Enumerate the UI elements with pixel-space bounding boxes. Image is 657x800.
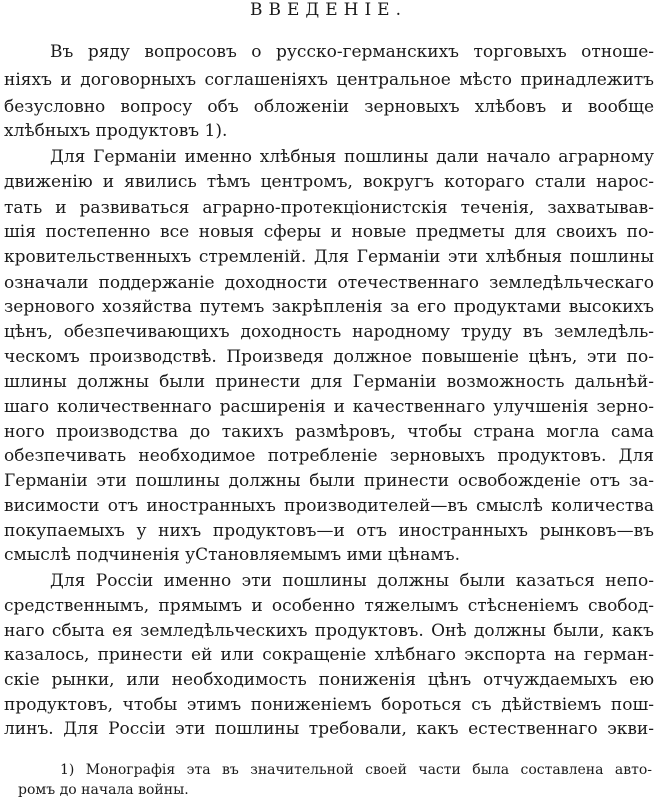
text-line: обезпечивать необходимое потребленіе зерновыхъ продуктовъ. Для [4,446,654,466]
text-line: ного производства до такихъ размѣровъ, чтобы страна могла сама [4,422,654,442]
text-line: ніяхъ и договорныхъ соглашеніяхъ центральное мѣсто принадлежитъ [4,70,654,90]
text-line: смыслѣ подчиненія уСтановляемымъ ими цѣнамъ. [4,545,460,565]
text-line: шлины должны были принести для Германіи возможность дальнѣй- [4,372,654,392]
text-line: хлѣбныхъ продуктовъ 1). [4,121,228,141]
text-line: цѣнъ, обезпечивающихъ доходность народному труду въ земледѣль- [4,322,654,342]
text-line: безусловно вопросу объ обложеніи зерновыхъ хлѣбовъ и вообще [4,97,654,117]
text-line: покупаемыхъ у нихъ продуктовъ—и отъ иностранныхъ рынковъ—въ [4,521,654,541]
text-line: тать и развиваться аграрно-протекціонистскія теченія, захватывав- [4,198,654,218]
text-line: средственнымъ, прямымъ и особенно тяжелымъ стѣсненіемъ свобод- [4,596,654,616]
footnote-line: ромъ до начала войны. [18,782,189,798]
text-line: Для Россіи именно эти пошлины должны были казаться непо- [50,571,654,591]
footnote-line: 1) Монографія эта въ значительной своей части была составлена авто- [60,762,652,778]
text-line: висимости отъ иностранныхъ производителей—въ смыслѣ количества [4,496,654,516]
text-line: линъ. Для Россіи эти пошлины требовали, какъ естественнаго экви- [4,719,654,739]
text-line: наго сбыта ея земледѣльческихъ продуктовъ. Онѣ должны были, какъ [4,621,654,641]
text-line: шаго количественнаго расширенія и качественнаго улучшенія зерно- [4,397,654,417]
text-line: Въ ряду вопросовъ о русско-германскихъ торговыхъ отноше- [50,42,654,62]
text-line: движенію и явились тѣмъ центромъ, вокругъ котораго стали нарос- [4,172,654,192]
text-line: кровительственныхъ стремленій. Для Германіи эти хлѣбныя пошлины [4,247,654,267]
text-line: казалось, принести ей или сокращеніе хлѣбнаго экспорта на герман- [4,645,654,665]
text-line: ческомъ производствѣ. Произведя должное повышеніе цѣнъ, эти по- [4,347,654,367]
page-heading: ВВЕДЕНІЕ. [250,0,407,20]
text-line: скіе рынки, или необходимость пониженія цѣнъ отчуждаемыхъ ею [4,670,654,690]
text-line: Для Германіи именно хлѣбныя пошлины дали начало аграрному [50,147,654,167]
text-line: зернового хозяйства путемъ закрѣпленія за его продуктами высокихъ [4,297,654,317]
text-line: шія постепенно все новыя сферы и новые предметы для своихъ по- [4,222,654,242]
text-line: продуктовъ, чтобы этимъ пониженіемъ бороться съ дѣйствіемъ пош- [4,695,654,715]
text-line: означали поддержаніе доходности отечественнаго земледѣльческаго [4,273,654,293]
text-line: Германіи эти пошлины должны были принести освобожденіе отъ за- [4,471,654,491]
